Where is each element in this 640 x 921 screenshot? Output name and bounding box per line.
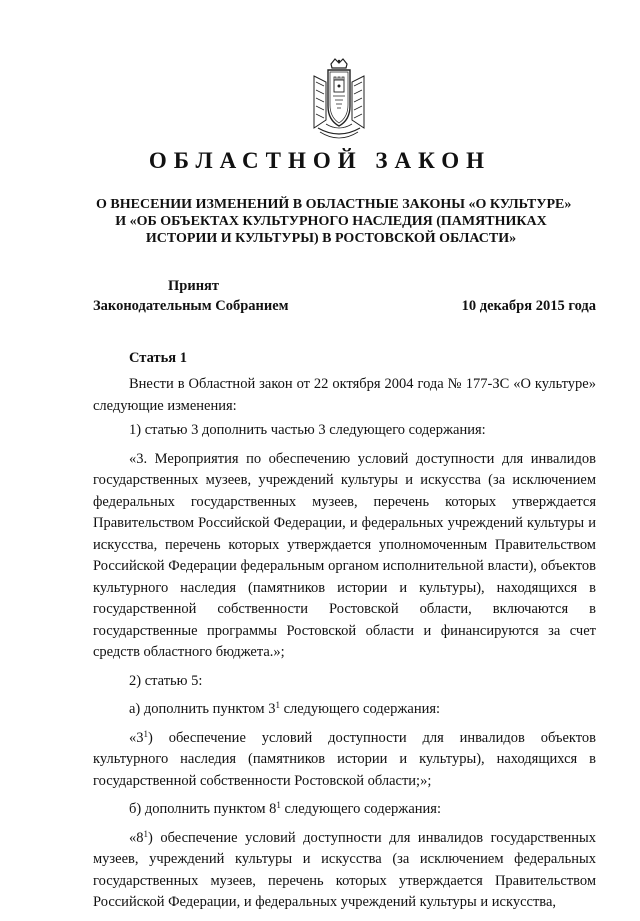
article-body bbox=[93, 374, 596, 921]
paragraph: 1) статью 3 дополнить частью 3 следующего содержания: bbox=[129, 422, 486, 438]
paragraph: б) дополнить пунктом $8^1$ следующего содержания: bbox=[129, 800, 441, 817]
paragraph: «$3^1$) обеспечение условий доступности для инвалидов объектов культурного наследия (памятников истории и культуры), находящихся в государственной собственности Ростовской области;»; bbox=[93, 728, 596, 789]
paragraph: «$8^1$) обеспечение условий доступности для инвалидов государственных музеев, учреждений культуры и искусства (за исключением федеральных государственных музеев, перечень которых утверждается Правительством Российской Федерации, и федеральных учреждений культуры и искусства, bbox=[93, 828, 596, 910]
article-heading: Статья 1 bbox=[129, 350, 187, 366]
coat-of-arms-icon bbox=[300, 58, 378, 144]
adoption-date: 10 декабря 2015 года bbox=[461, 298, 596, 314]
paragraph: Внести в Областной закон от 22 октября 2004 года № 177-ЗС «О культуре» следующие изменения: bbox=[93, 376, 596, 414]
paragraph: «3. Мероприятия по обеспечению условий доступности для инвалидов государственных музеев, учреждений культуры и искусства (за исключением федеральных государственных музеев, перечень которых утверждается Правительством Российской Федерации, и федеральных учреждений культуры и искусства, перечень которых утверждается уполномоченным Правительством Российской Федерации федеральным органом исполнительной власти), объектов культурного наследия (памятников истории и культуры), находящихся в государственной собственности Ростовской области, включаются в государственные программы Ростовской области и финансируются за счет средств областного бюджета.»; bbox=[93, 450, 596, 660]
law-title-line: О ВНЕСЕНИИ ИЗМЕНЕНИЙ В ОБЛАСТНЫЕ ЗАКОНЫ «О КУЛЬТУРЕ» bbox=[96, 197, 572, 212]
paragraph: а) дополнить пунктом $3^1$ следующего содержания: bbox=[129, 700, 441, 717]
law-title-line: ИСТОРИИ И КУЛЬТУРЫ) В РОСТОВСКОЙ ОБЛАСТИ» bbox=[145, 231, 517, 246]
document-type-heading: ОБЛАСТНОЙ ЗАКОН bbox=[148, 148, 492, 173]
paragraph: 2) статью 5: bbox=[129, 672, 203, 689]
law-title bbox=[96, 196, 572, 247]
law-title-line: И «ОБ ОБЪЕКТАХ КУЛЬТУРНОГО НАСЛЕДИЯ (ПАМЯТНИКАХ bbox=[115, 214, 547, 229]
adopted-by: Законодательным Собранием bbox=[93, 298, 289, 314]
adopted-label: Принят bbox=[168, 278, 220, 294]
